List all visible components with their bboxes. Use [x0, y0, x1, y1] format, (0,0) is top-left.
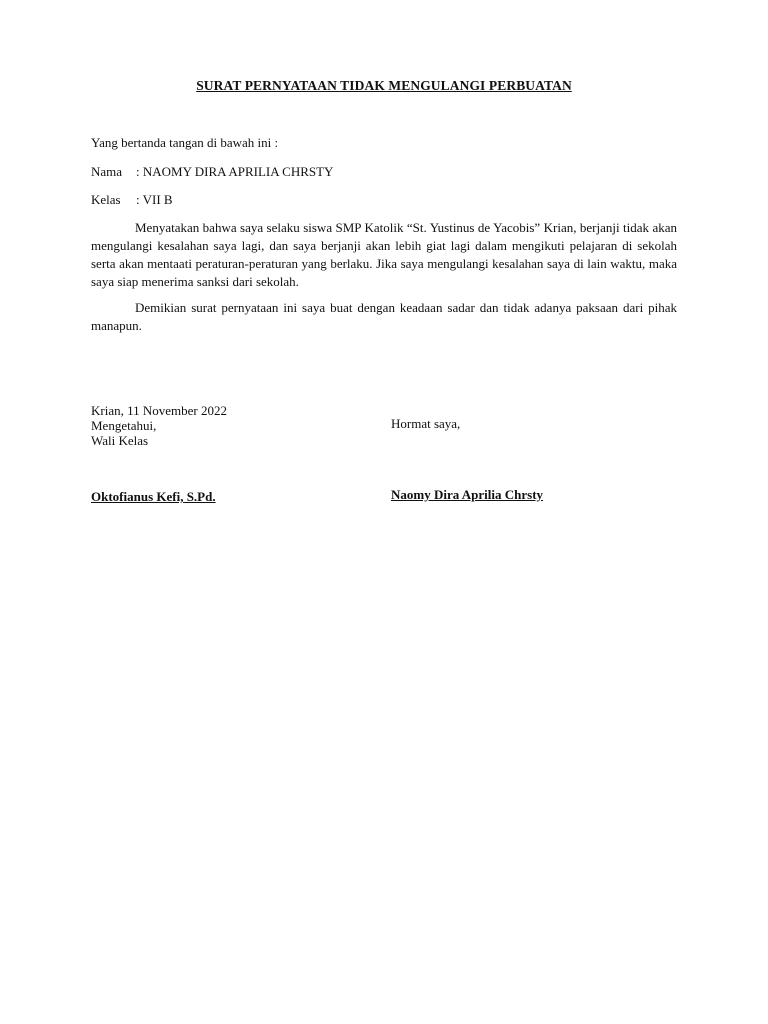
place-date: Krian, 11 November 2022	[91, 403, 227, 418]
closing-paragraph: Demikian surat pernyataan ini saya buat dengan keadaan sadar dan tidak adanya paksaan dari pihak manapun.	[91, 300, 677, 333]
field-label-kelas: Kelas	[91, 192, 121, 207]
field-label-nama: Nama	[91, 164, 123, 179]
field-value-kelas: : VII B	[136, 192, 173, 207]
right-sign-line1: Hormat saya,	[391, 416, 461, 431]
left-signature-block	[91, 403, 227, 448]
document-title: SURAT PERNYATAAN TIDAK MENGULANGI PERBUATAN	[196, 78, 572, 93]
left-sign-line2: Wali Kelas	[91, 433, 149, 448]
intro-text: Yang bertanda tangan di bawah ini :	[91, 135, 279, 150]
left-sign-line1: Mengetahui,	[91, 418, 157, 433]
field-value-nama: : NAOMY DIRA APRILIA CHRSTY	[136, 164, 334, 179]
statement-paragraph: Menyatakan bahwa saya selaku siswa SMP Katolik “St. Yustinus de Yacobis” Krian, berjanji tidak akan mengulangi kesalahan saya lagi, dan saya berjanji akan lebih giat lagi dalam mengikuti pelajaran di sekolah serta akan mentaati peraturan-peraturan yang berlaku. Jika saya mengulangi kesalahan saya di lain waktu, maka saya siap menerima sanksi dari sekolah.	[91, 220, 677, 289]
left-signer-name: Oktofianus Kefi, S.Pd.	[91, 489, 216, 504]
right-signer-name: Naomy Dira Aprilia Chrsty	[391, 487, 544, 502]
field-nama	[91, 164, 333, 180]
field-kelas	[91, 192, 173, 208]
